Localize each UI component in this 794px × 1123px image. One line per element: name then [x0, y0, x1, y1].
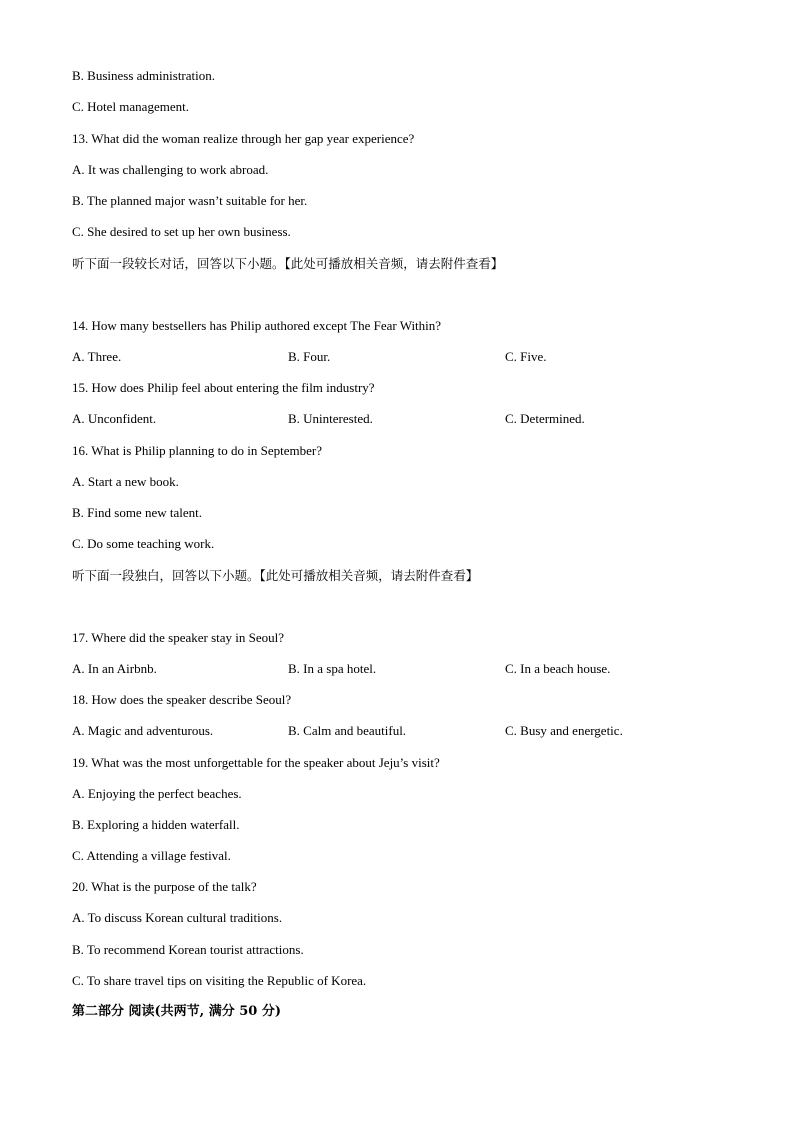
section-heading: 第二部分 阅读(共两节, 满分 50 分): [72, 1004, 282, 1019]
q14-option-a: A. Three.: [72, 349, 122, 364]
q19-option-a: A. Enjoying the perfect beaches.: [72, 786, 242, 801]
q14-question: 14. How many bestsellers has Philip authored except The Fear Within?: [72, 318, 442, 333]
q13-option-c: C. She desired to set up her own business.: [72, 224, 291, 239]
q17-option-b: B. In a spa hotel.: [288, 661, 377, 676]
q13-question: 13. What did the woman realize through her gap year experience?: [72, 131, 415, 146]
q18-question: 18. How does the speaker describe Seoul?: [72, 692, 292, 707]
q19-question: 19. What was the most unforgettable for the speaker about Jeju’s visit?: [72, 755, 440, 770]
q19-option-c: C. Attending a village festival.: [72, 848, 231, 863]
q20-option-a: A. To discuss Korean cultural traditions.: [72, 910, 283, 925]
q16-option-b: B. Find some new talent.: [72, 505, 202, 520]
q20-question: 20. What is the purpose of the talk?: [72, 879, 257, 894]
q15-option-a: A. Unconfident.: [72, 411, 157, 426]
q16-option-c: C. Do some teaching work.: [72, 536, 215, 551]
q16-question: 16. What is Philip planning to do in September?: [72, 443, 322, 458]
q19-option-b: B. Exploring a hidden waterfall.: [72, 817, 240, 832]
q13-option-a: A. It was challenging to work abroad.: [72, 162, 269, 177]
q15-question: 15. How does Philip feel about entering the film industry?: [72, 380, 375, 395]
q17-question: 17. Where did the speaker stay in Seoul?: [72, 630, 285, 645]
q15-option-c: C. Determined.: [505, 411, 585, 426]
q18-option-a: A. Magic and adventurous.: [72, 723, 214, 738]
q17-option-c: C. In a beach house.: [505, 661, 611, 676]
instruction-monologue: 听下面一段独白，回答以下小题。【此处可播放相关音频，请去附件查看】: [72, 568, 479, 583]
q18-option-b: B. Calm and beautiful.: [288, 723, 407, 738]
q20-option-c: C. To share travel tips on visiting the Republic of Korea.: [72, 973, 367, 988]
q14-option-c: C. Five.: [505, 349, 547, 364]
q12-option-b: B. Business administration.: [72, 68, 215, 83]
q12-option-c: C. Hotel management.: [72, 99, 189, 114]
q17-option-a: A. In an Airbnb.: [72, 661, 157, 676]
instruction-long-dialogue: 听下面一段较长对话，回答以下小题。【此处可播放相关音频，请去附件查看】: [72, 256, 504, 271]
q18-option-c: C. Busy and energetic.: [505, 723, 623, 738]
q15-option-b: B. Uninterested.: [288, 411, 373, 426]
q13-option-b: B. The planned major wasn’t suitable for her.: [72, 193, 308, 208]
q14-option-b: B. Four.: [288, 349, 331, 364]
q20-option-b: B. To recommend Korean tourist attractions.: [72, 942, 304, 957]
q16-option-a: A. Start a new book.: [72, 474, 179, 489]
